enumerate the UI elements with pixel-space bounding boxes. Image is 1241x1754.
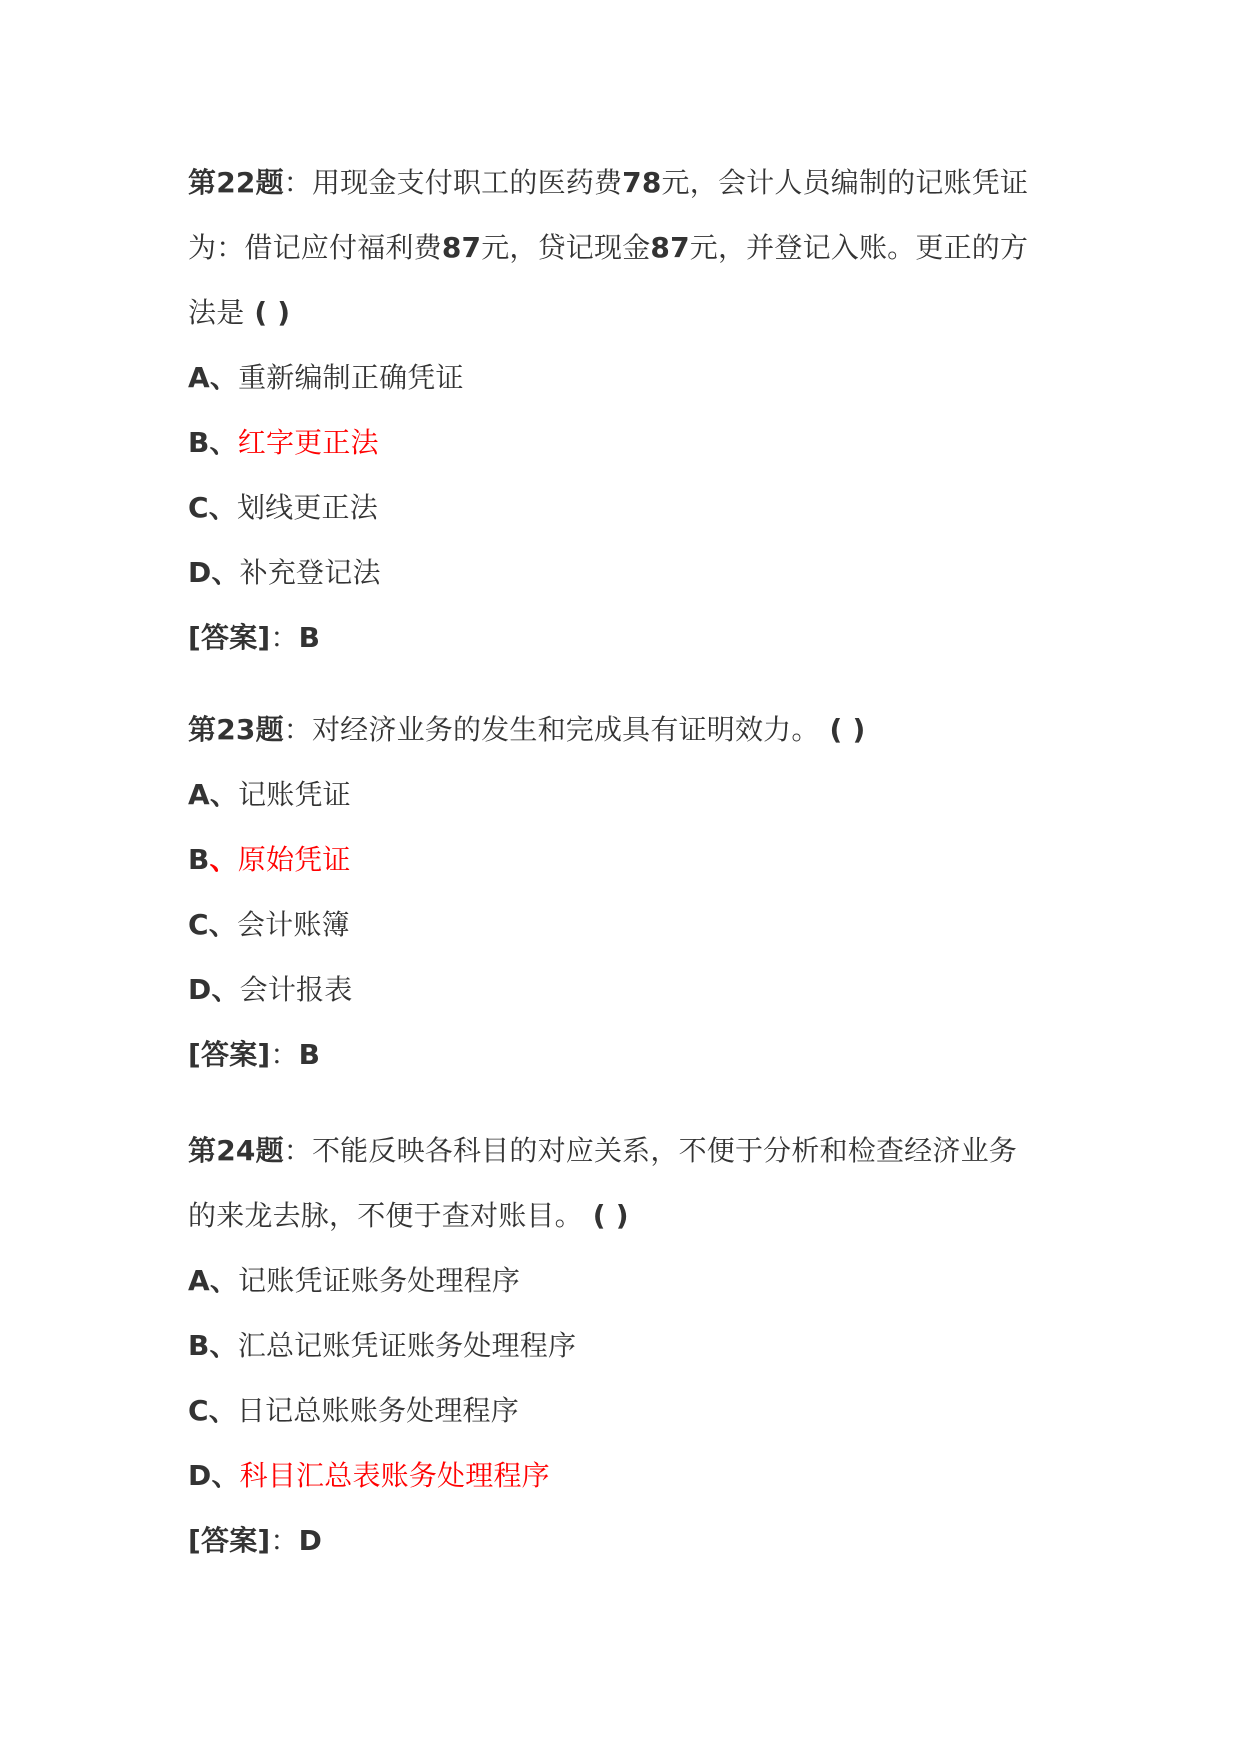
option-separator: 、 xyxy=(209,1264,239,1297)
question-stem-line-1 xyxy=(188,697,1068,762)
stem-text: 元，贷记现金 xyxy=(481,231,651,264)
option-letter: B xyxy=(188,426,210,459)
answer-label: [答案] xyxy=(188,1524,271,1557)
option-text: 会计账簿 xyxy=(236,908,350,941)
question-stem-line-1 xyxy=(188,150,1068,215)
option-c xyxy=(188,475,1068,540)
answer-colon: ： xyxy=(270,1038,299,1071)
question-23 xyxy=(188,697,1068,1087)
option-b xyxy=(188,410,1068,475)
option-text: 汇总记账凭证账务处理程序 xyxy=(237,1329,577,1362)
option-text-highlighted: 科目汇总表账务处理程序 xyxy=(239,1459,550,1492)
stem-text: 不能反映各科目的对应关系，不便于分析和检查经济业务 xyxy=(311,1134,1017,1167)
question-number: 第24题 xyxy=(188,1134,284,1167)
question-colon: ： xyxy=(283,166,312,199)
answer-colon: ： xyxy=(270,621,299,654)
option-separator: 、 xyxy=(211,1459,240,1492)
option-text: 划线更正法 xyxy=(236,491,378,524)
option-separator: 、 xyxy=(208,908,237,941)
answer-blank: ( ) xyxy=(819,713,866,746)
option-b xyxy=(188,1313,1068,1378)
option-letter: A xyxy=(188,1264,210,1297)
option-letter: B xyxy=(188,1329,210,1362)
option-letter: D xyxy=(188,556,212,589)
option-separator: 、 xyxy=(208,1394,237,1427)
question-stem-line-3 xyxy=(188,280,1068,345)
option-letter: C xyxy=(188,908,209,941)
stem-text: 元，并登记入账。更正的方 xyxy=(689,231,1029,264)
option-text: 重新编制正确凭证 xyxy=(238,361,464,394)
answer-line xyxy=(188,1508,1068,1573)
option-letter: B xyxy=(188,843,210,876)
option-separator: 、 xyxy=(209,361,239,394)
option-letter: A xyxy=(188,361,210,394)
option-b xyxy=(188,827,1068,892)
option-separator: 、 xyxy=(209,843,238,876)
question-colon: ： xyxy=(283,713,312,746)
option-separator: 、 xyxy=(211,556,240,589)
option-letter: D xyxy=(188,973,212,1006)
answer-value: B xyxy=(298,1038,321,1071)
stem-text: 的来龙去脉，不便于查对账目。 xyxy=(188,1199,583,1232)
option-a xyxy=(188,1248,1068,1313)
option-letter: C xyxy=(188,491,209,524)
answer-blank: ( ) xyxy=(244,296,291,329)
option-c xyxy=(188,892,1068,957)
stem-number: 87 xyxy=(650,231,690,264)
option-letter: D xyxy=(188,1459,212,1492)
question-22 xyxy=(188,150,1068,670)
option-separator: 、 xyxy=(208,491,237,524)
option-separator: 、 xyxy=(209,426,238,459)
answer-label: [答案] xyxy=(188,1038,271,1071)
answer-value: D xyxy=(298,1524,323,1557)
option-text: 日记总账账务处理程序 xyxy=(236,1394,519,1427)
option-separator: 、 xyxy=(209,778,239,811)
option-c xyxy=(188,1378,1068,1443)
stem-text: 元，会计人员编制的记账凭证 xyxy=(661,166,1029,199)
option-d xyxy=(188,1443,1068,1508)
option-text-highlighted: 红字更正法 xyxy=(237,426,379,459)
option-text: 记账凭证账务处理程序 xyxy=(238,1264,521,1297)
option-a xyxy=(188,345,1068,410)
option-d xyxy=(188,957,1068,1022)
answer-line xyxy=(188,1022,1068,1087)
stem-text: 为：借记应付福利费 xyxy=(188,231,442,264)
stem-text: 法是 xyxy=(188,296,245,329)
question-colon: ： xyxy=(283,1134,312,1167)
answer-value: B xyxy=(298,621,321,654)
option-text: 补充登记法 xyxy=(239,556,381,589)
question-number: 第23题 xyxy=(188,713,284,746)
option-separator: 、 xyxy=(211,973,240,1006)
option-d xyxy=(188,540,1068,605)
question-number: 第22题 xyxy=(188,166,284,199)
stem-text: 对经济业务的发生和完成具有证明效力。 xyxy=(311,713,820,746)
answer-blank: ( ) xyxy=(582,1199,629,1232)
option-text: 记账凭证 xyxy=(238,778,351,811)
option-text: 会计报表 xyxy=(239,973,353,1006)
option-a xyxy=(188,762,1068,827)
stem-number: 87 xyxy=(441,231,482,264)
question-24 xyxy=(188,1118,1068,1573)
option-separator: 、 xyxy=(209,1329,238,1362)
answer-colon: ： xyxy=(270,1524,299,1557)
question-stem-line-1 xyxy=(188,1118,1068,1183)
question-stem-line-2 xyxy=(188,215,1068,280)
option-text-highlighted: 原始凭证 xyxy=(237,843,351,876)
answer-label: [答案] xyxy=(188,621,271,654)
stem-text: 用现金支付职工的医药费 xyxy=(311,166,623,199)
option-letter: A xyxy=(188,778,210,811)
option-letter: C xyxy=(188,1394,209,1427)
question-stem-line-2 xyxy=(188,1183,1068,1248)
answer-line xyxy=(188,605,1068,670)
stem-number: 78 xyxy=(622,166,662,199)
